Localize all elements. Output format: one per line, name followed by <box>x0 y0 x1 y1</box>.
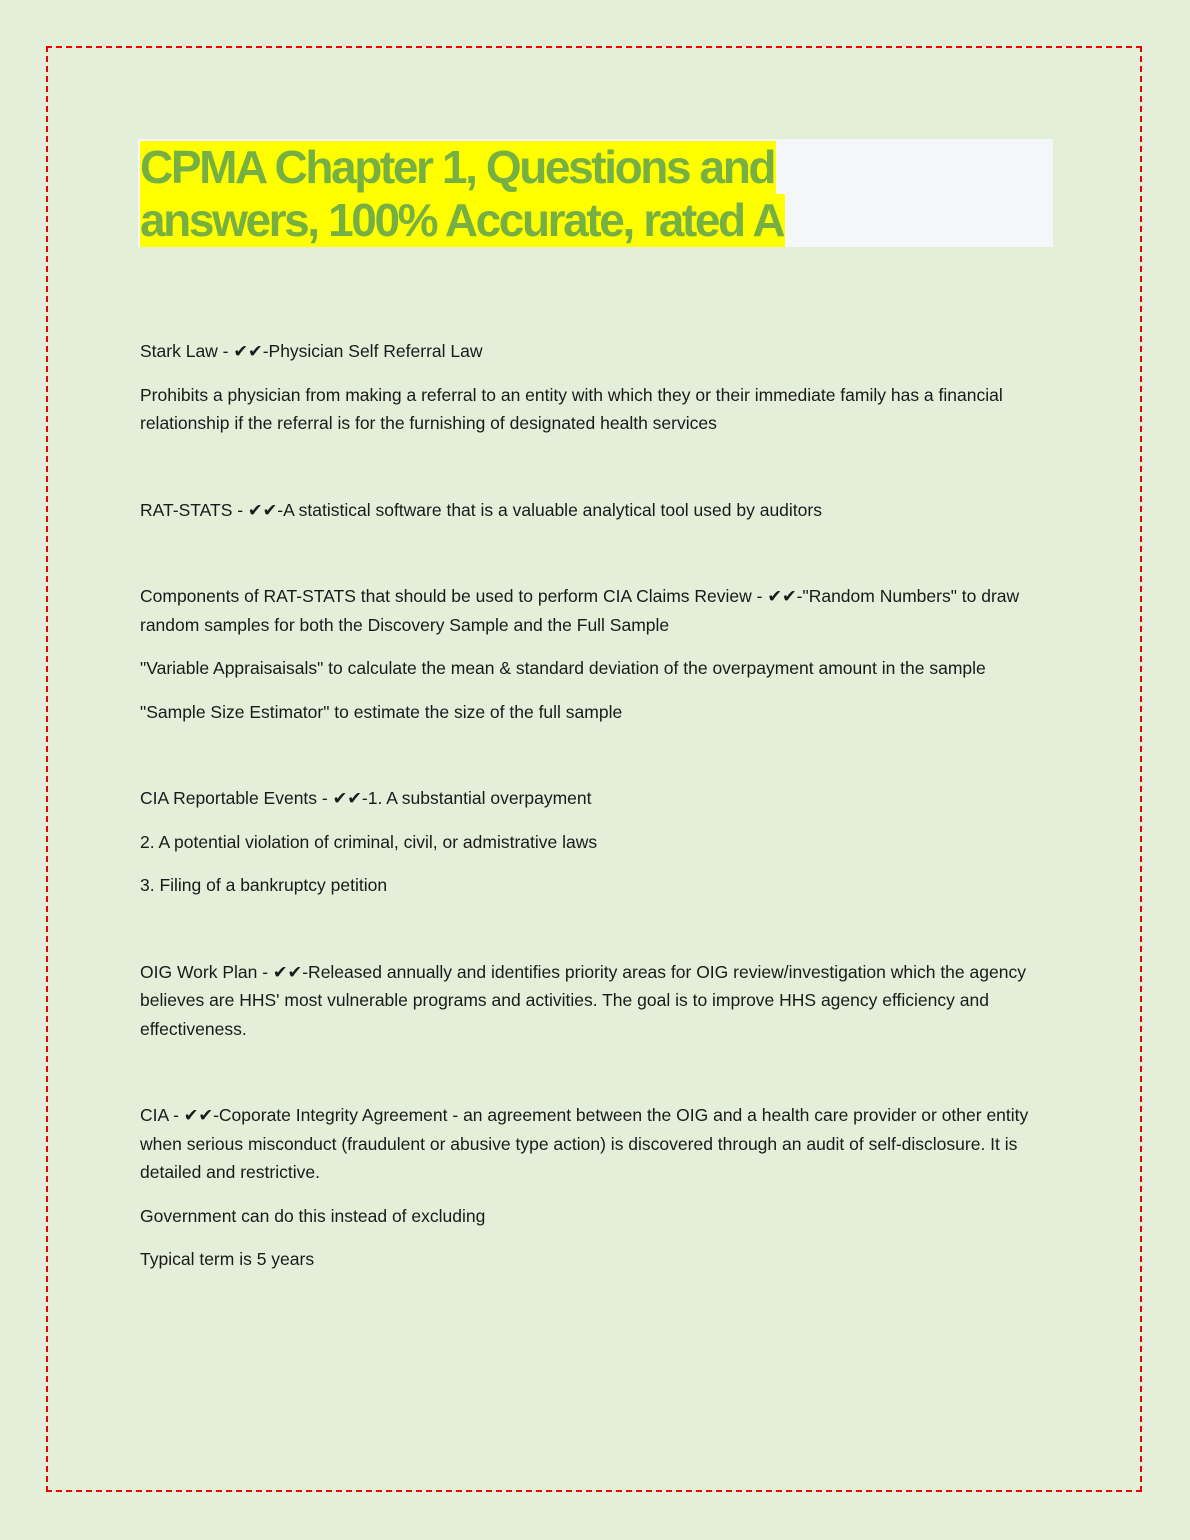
entry-paragraph: Government can do this instead of excluding <box>140 1205 486 1226</box>
entry-paragraph: "Variable Appraisaisals" to calculate the mean & standard deviation of the overpayment amount in the sample <box>140 658 986 678</box>
entry-paragraph: Typical term is 5 years <box>140 1249 315 1269</box>
entry-rat-stats-components <box>140 582 1060 726</box>
entry-question: CIA Reportable Events - ✔✔-1. A substantial overpayment <box>140 788 592 808</box>
document-body <box>140 337 1060 1289</box>
title-block <box>138 139 1053 247</box>
entry-paragraph: "Sample Size Estimator" to estimate the size of the full sample <box>140 701 623 722</box>
entry-oig-work-plan <box>140 958 1060 1044</box>
entry-paragraph: 3. Filing of a bankruptcy petition <box>140 875 388 895</box>
title-line-1: CPMA Chapter 1, Questions and <box>140 141 775 193</box>
entry-cia <box>140 1101 1060 1274</box>
entry-question: Stark Law - ✔✔-Physician Self Referral Law <box>140 341 483 361</box>
entry-paragraph: Prohibits a physician from making a referral to an entity with which they or their immediate family has a financial relationship if the referral is for the furnishing of designated health services <box>140 384 1003 433</box>
entry-stark-law <box>140 337 1060 438</box>
entry-question: OIG Work Plan - ✔✔-Released annually and identifies priority areas for OIG review/investigation which the agency believes are HHS' most vulnerable programs and activities. The goal is to improve HHS agency efficiency and effectiveness. <box>140 961 1026 1039</box>
title-line-2: answers, 100% Accurate, rated A <box>140 194 784 246</box>
entry-question: RAT-STATS - ✔✔-A statistical software that is a valuable analytical tool used by auditors <box>140 499 822 520</box>
entry-question: Components of RAT-STATS that should be used to perform CIA Claims Review - ✔✔-"Random Numbers" to draw random samples for both the Discovery Sample and the Full Sample <box>140 586 1020 635</box>
entry-question: CIA - ✔✔-Coporate Integrity Agreement - an agreement between the OIG and a health care provider or other entity when serious misconduct (fraudulent or abusive type action) is discovered through an audit of self-disclosure. It is detailed and restrictive. <box>140 1105 1029 1182</box>
entry-rat-stats <box>140 496 1060 525</box>
entry-paragraph: 2. A potential violation of criminal, civil, or admistrative laws <box>140 831 598 852</box>
entry-cia-reportable-events <box>140 784 1060 900</box>
